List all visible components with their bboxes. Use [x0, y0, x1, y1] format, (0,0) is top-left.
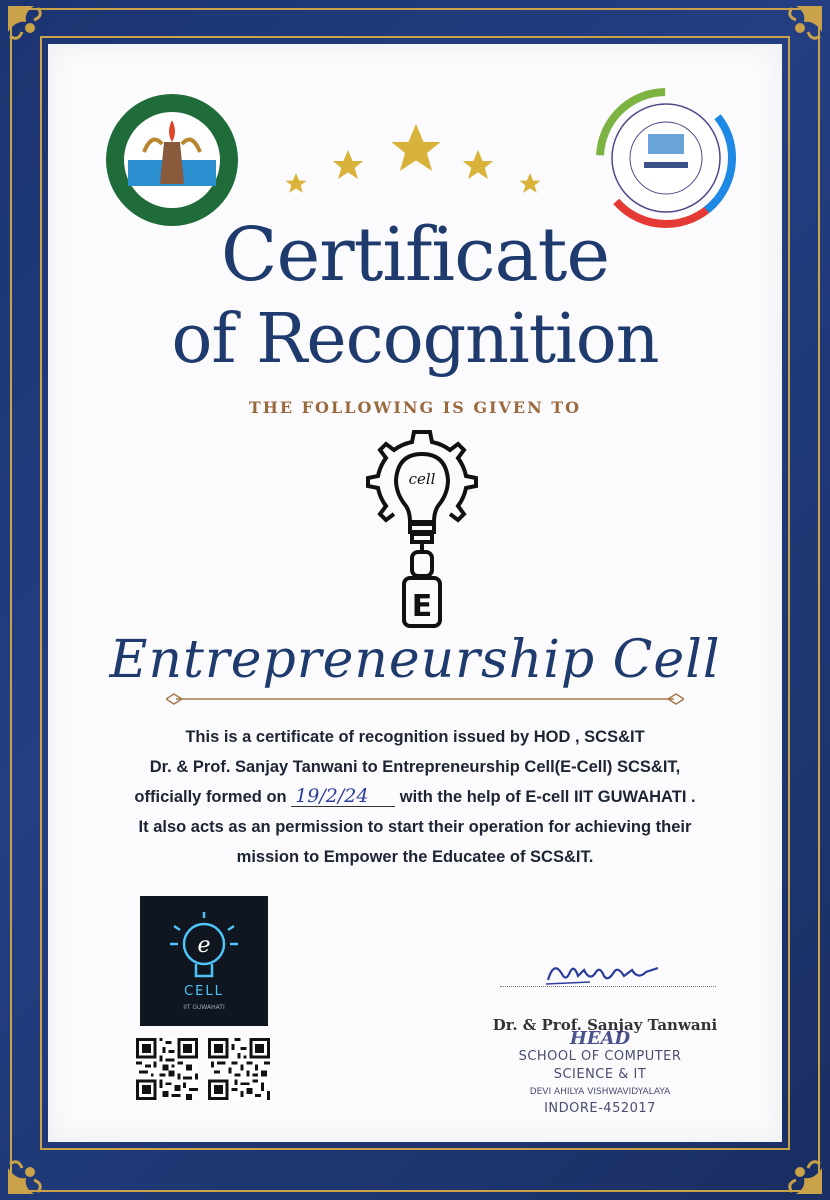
stamp-line: SCHOOL OF COMPUTER: [518, 1049, 682, 1064]
corner-ornament-icon: [774, 1146, 826, 1198]
university-seal-icon: [104, 92, 240, 228]
corner-ornament-icon: [4, 2, 56, 54]
stars-decoration-icon: [280, 118, 550, 204]
certificate-subtitle: THE FOLLOWING IS GIVEN TO: [248, 398, 582, 417]
stamp-head: HEAD: [569, 1028, 631, 1049]
body-line-pre: officially formed on: [134, 788, 287, 806]
certificate-title-line1: Certificate: [220, 212, 610, 298]
ecell-badge-name: CELL: [184, 984, 224, 999]
school-seal-icon: [596, 88, 736, 228]
recipient-name: Entrepreneurship Cell: [109, 630, 721, 690]
signature-line: [500, 986, 716, 987]
body-line: mission to Empower the Educatee of SCS&IT.: [236, 848, 594, 866]
ecell-logo-icon: [362, 428, 482, 634]
signatory-name: Dr. & Prof. Sanjay Tanwani: [492, 1016, 718, 1034]
ecell-logo-letter: E: [411, 589, 433, 624]
stamp-line: DEVI AHILYA VISHWAVIDYALAYA: [529, 1087, 671, 1097]
svg-text:e: e: [197, 933, 211, 958]
ecell-iitg-badge: [140, 896, 268, 1026]
ecell-logo-text: cell: [408, 470, 436, 488]
decorative-rule-icon: [166, 692, 684, 706]
qr-code-icon[interactable]: [208, 1038, 270, 1100]
stamp-line: INDORE-452017: [544, 1101, 656, 1116]
corner-ornament-icon: [774, 2, 826, 54]
qr-code-icon[interactable]: [136, 1038, 198, 1100]
corner-ornament-icon: [4, 1146, 56, 1198]
ecell-badge-sub: IIT GUWAHATI: [183, 1004, 225, 1011]
certificate-title-line2: of Recognition: [171, 300, 659, 379]
body-line: Dr. & Prof. Sanjay Tanwani to Entrepreneurship Cell(E-Cell) SCS&IT,: [149, 758, 681, 776]
official-stamp: [500, 1030, 700, 1118]
signature-icon: [540, 954, 680, 990]
body-line: [60, 782, 770, 812]
stamp-line: SCIENCE & IT: [553, 1067, 647, 1082]
body-line: This is a certificate of recognition issued by HOD , SCS&IT: [185, 728, 645, 746]
body-line-post: with the help of E-cell IIT GUWAHATI .: [399, 788, 696, 806]
formation-date: 19/2/24: [291, 786, 395, 807]
body-line: It also acts as an permission to start their operation for achieving their: [138, 818, 692, 836]
certificate-body: [60, 722, 770, 872]
